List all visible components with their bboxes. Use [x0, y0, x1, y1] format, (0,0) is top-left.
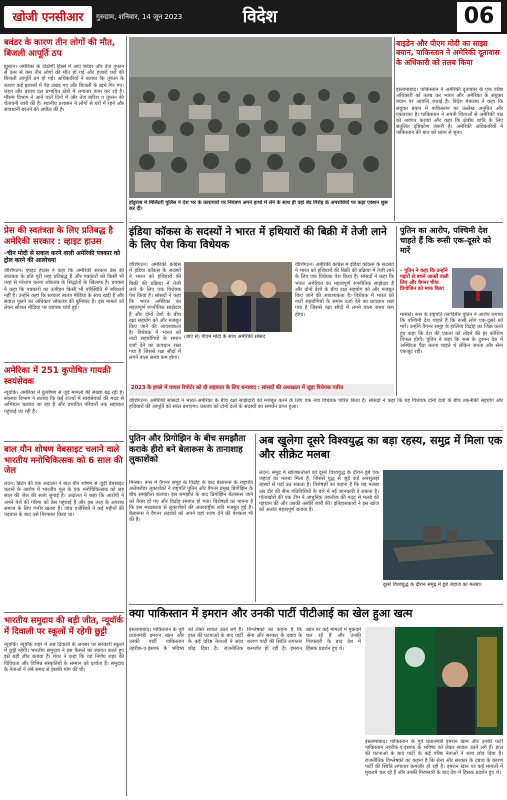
- story3-body: न्यूयॉर्क। अमेरिका में कुपोषण से जुड़े मामलों की संख्या बढ़ रही है। स्वास्थ्य विभाग ने बताया कि कई राज्यों में स्वयंसेवकों की मदद से अभियान चलाया जा रहा है और प्रभावित परिवारों तक सहायता पहुंचाई जा रही है।: [4, 390, 124, 415]
- ww2-body: लंदन। समुद्र में खोजकर्ताओं को दूसरे विश्वयुद्ध के दौरान डूबे एक जहाज का मलबा मिला है, जिससे युद्ध से जुड़े कई अनसुलझे रहस्यों से पर्दा उठ सकता है। विशेषज्ञों का कहना है कि यह मलबा उस दौर की सैन्य गतिविधियों के बारे में नई जानकारी दे सकता है। गोताखोरों की एक टीम ने आधुनिक तकनीक की मदद से मलबे की पहचान की और उसकी तस्वीरें जारी कीं। इतिहासकारों ने इस खोज को अत्यंत महत्वपूर्ण बताया है।: [259, 470, 379, 514]
- story1-body: ह्यूस्टन। अमेरिका के दक्षिणी हिस्से में आए बवंडर और तेज तूफान से कम से कम तीन लोगों की मौत हो गई और हजारों घरों की बिजली आपूर्ति ठप हो गई। अधिकारियों ने बताया कि तूफान के कारण कई इलाकों में पेड़ उखड़ गए और बिजली के खंभे गिर गए। राहत और बचाव दल प्रभावित क्षेत्रों में लगातार काम कर रहे हैं। मौसम विभाग ने आने वाले दिनों में और तेज बारिश व तूफान की चेतावनी जारी की है। स्थानीय प्रशासन ने लोगों से घरों में रहने और सावधानी बरतने की अपील की है।: [4, 64, 124, 114]
- column-rule: [255, 434, 256, 602]
- india-cocks-subhead-body: वॉशिंगटन। अमेरिकी सांसदों ने भारत-अमेरिका के बीच रक्षा साझेदारी को मजबूत करने के लिए एक नया विधेयक पारित किया है। सांसदों ने कहा कि यह विधेयक दोनों देशों के बीच तकनीकी सहयोग और हथियारों की आपूर्ति को सरल बनाएगा। प्रस्ताव को दोनों दलों के सदस्यों का समर्थन प्राप्त हुआ।: [129, 398, 503, 411]
- right-top-story: [396, 37, 503, 221]
- biden-modi-headline: बाइडेन और पीएम मोदी का साझा बयान, पाकिस्तान ने अमेरिकी दूतावास के अधिकारी को तलब किया: [396, 39, 500, 67]
- section-title: विदेश: [242, 7, 278, 27]
- shipwreck-photo: [383, 470, 503, 580]
- story4-body: लंदन। ब्रिटेन की एक अदालत ने बाल यौन शोषण से जुड़ी वेबसाइट चलाने के आरोप में भारतीय मूल के एक मनोचिकित्सक को छह साल की जेल की सजा सुनाई है। अदालत ने कहा कि आरोपी ने अपने पेशे की गरिमा को ठेस पहुंचाई है और इस तरह के अपराध समाज के लिए गंभीर खतरा हैं। जांच एजेंसियों ने कई महीनों की पड़ताल के बाद उसे गिरफ्तार किया था।: [4, 481, 124, 519]
- story5-body: न्यूयॉर्क। न्यूयॉर्क शहर में अब दिवाली के अवसर पर सरकारी स्कूलों में छुट्टी रहेगी। भारतीय समुदाय ने इस फैसले का स्वागत करते हुए इसे बड़ी जीत बताया है। मेयर ने कहा कि यह निर्णय शहर की विविधता और विभिन्न संस्कृतियों के सम्मान को दर्शाता है। समुदाय के नेताओं ने लंबे समय से इसकी मांग की थी।: [4, 642, 124, 673]
- lukashenko-body: मिन्स्क। रूस में वैगनर समूह के विद्रोह के बाद बेलारूस के राष्ट्रपति अलेक्जेंडर लुकाशेंको ने राष्ट्रपति पुतिन और वैगनर प्रमुख प्रिगोझिन के बीच समझौता कराया। इस समझौते के बाद प्रिगोझिन बेलारूस जाने को तैयार हो गए और विद्रोह समाप्त हो गया। विशेषज्ञों का मानना है कि इस मध्यस्थता से लुकाशेंको की अंतरराष्ट्रीय छवि मजबूत हुई है। बेलारूस ने वैगनर लड़ाकों को अपने यहां शरण देने की पेशकश भी की है।: [129, 480, 253, 524]
- putin-body: मास्को। रूस के राष्ट्रपति व्लादिमीर पुतिन ने आरोप लगाया कि पश्चिमी देश चाहते हैं कि रूसी लोग एक-दूसरे को मारें। उन्होंने वैगनर समूह के हालिया विद्रोह का जिक्र करते हुए कहा कि देश की एकता को तोड़ने की हर कोशिश विफल होगी। पुतिन ने कहा कि रूस के दुश्मन देश में अस्थिरता पैदा करना चाहते थे लेकिन जनता और सेना एकजुट रही।: [400, 312, 503, 356]
- divider: [129, 222, 503, 223]
- imran-photo: [365, 627, 503, 735]
- imran-headline: क्या पाकिस्तान में इमरान और उनकी पार्टी पीटीआई का खेल हुआ खत्म: [129, 607, 413, 620]
- politicians-photo-illustration: [184, 262, 292, 332]
- divider: [4, 441, 124, 442]
- story1-headline: बवंडर के कारण तीन लोगों की मौत, बिजली आपूर्ति ठप: [4, 38, 116, 59]
- story3-headline: अमेरिका में 251 कुपोषित गायक्री स्वयंसेवक: [4, 366, 111, 387]
- dateline: गुरुग्राम, शनिवार, 14 जून 2023: [96, 13, 183, 21]
- imran-body-2: इस्लामाबाद। पाकिस्तान के पूर्व प्रधानमंत्री इमरान खान और उनकी पार्टी पाकिस्तान तहरीक-ए-इंसाफ के भविष्य को लेकर सवाल उठने लगे हैं। हाल की घटनाओं के बाद पार्टी के कई वरिष्ठ नेताओं ने साथ छोड़ दिया है। राजनीतिक विश्लेषकों का कहना है कि सेना और सरकार के दबाव के कारण पार्टी की स्थिति लगातार कमजोर हो रही है। इमरान खान पर कई मामलों में मुकदमे चल रहे हैं और उनकी गिरफ्तारी के बाद देश में हिंसक प्रदर्शन हुए थे।: [365, 739, 503, 777]
- shipwreck-illustration: [383, 470, 503, 580]
- story2-headline: प्रेस की स्वतंत्रता के लिए प्रतिबद्ध है अमेरिकी सरकार : व्हाइट हाउस: [4, 226, 113, 247]
- divider: [4, 222, 124, 223]
- prison-photo: [129, 37, 392, 198]
- biden-modi-body: इस्लामाबाद। पाकिस्तान ने अमेरिकी दूतावास के एक वरिष्ठ अधिकारी को तलब कर भारत और अमेरिका के संयुक्त बयान पर आपत्ति जताई है। विदेश मंत्रालय ने कहा कि संयुक्त बयान में पाकिस्तान का उल्लेख अनुचित और एकतरफा है। पाकिस्तान ने अपनी चिंताओं से अमेरिकी पक्ष को अवगत कराया और कहा कि क्षेत्रीय शांति के लिए संतुलित दृष्टिकोण जरूरी है। अमेरिकी अधिकारियों ने पाकिस्तान की बात को ध्यान से सुना।: [396, 87, 503, 137]
- india-cocks-headline: इंडिया कॉकस के सदस्यों ने भारत में हथियारों की बिक्री में तेजी लाने के लिए पेश किया विधेयक: [129, 226, 387, 252]
- masthead: [0, 0, 507, 34]
- shipwreck-photo-caption: दूसरे विश्वयुद्ध के दौरान समुद्र में डूबे जहाज का मलबा।: [383, 582, 482, 588]
- prison-photo-caption: होंडुरास में मिलिटरी पुलिस ने देश भर के कारागारों पर नियंत्रण अपने हाथों में लेने के साथ ही वहां बंद गिरोह के अपराधियों पर कड़ा एक्शन शुरू कर दी।: [129, 200, 388, 212]
- column-rule: [394, 37, 395, 221]
- putin-story: [400, 226, 503, 396]
- prison-photo-illustration: [129, 37, 392, 198]
- imran-story: [129, 607, 503, 797]
- divider: [4, 612, 124, 613]
- story4-headline: बाल यौन शोषण वेबसाइट चलाने वाले भारतीय मनोचिकित्सक को 6 साल की जेल: [4, 445, 123, 477]
- story2-subhead: –चीन मोदी से सवाल करने वाली अमेरिकी पत्रकार को ट्रोल करने की आलोचना: [4, 250, 121, 265]
- divider: [129, 604, 503, 605]
- column-rule: [126, 36, 127, 796]
- lukashenko-story: [129, 434, 253, 602]
- india-cocks-subhead-banner: 2023 के हमले में घायल रिपोर्टर को दी सहायता के लिए धन्यवाद : सांसदों की अध्यक्षता में जुड़ा विधेयक पारित: [131, 385, 344, 391]
- divider: [4, 362, 124, 363]
- ww2-story: [259, 434, 503, 602]
- divider: [129, 430, 503, 431]
- india-cocks-body: वॉशिंगटन। अमेरिकी कांग्रेस में इंडिया कॉकस के सदस्यों ने भारत को हथियारों की बिक्री की प्रक्रिया में तेजी लाने के लिए एक विधेयक पेश किया है। सांसदों ने कहा कि भारत अमेरिका का महत्वपूर्ण रणनीतिक साझेदार है और दोनों देशों के बीच रक्षा सहयोग को और मजबूत किए जाने की आवश्यकता है। विधेयक में भारत को नाटो सहयोगियों के समान दर्जा देने का प्रावधान रखा गया है जिससे रक्षा सौदों में लगने वाला समय कम होगा।: [129, 262, 181, 362]
- india-cocks-body-2: वॉशिंगटन। अमेरिकी कांग्रेस में इंडिया कॉकस के सदस्यों ने भारत को हथियारों की बिक्री की प्रक्रिया में तेजी लाने के लिए एक विधेयक पेश किया है। सांसदों ने कहा कि भारत अमेरिका का महत्वपूर्ण रणनीतिक साझेदार है और दोनों देशों के बीच रक्षा सहयोग को और मजबूत किए जाने की आवश्यकता है। विधेयक में भारत को नाटो सहयोगियों के समान दर्जा देने का प्रावधान रखा गया है जिससे रक्षा सौदों में लगने वाला समय कम होगा।: [295, 262, 394, 318]
- page-number: 06: [457, 2, 501, 32]
- putin-headline: पुतिन का आरोप, पश्चिमी देश चाहते हैं कि रूसी एक-दूसरे को मारें: [400, 226, 492, 255]
- putin-photo: [452, 268, 503, 308]
- newspaper-logo: खोजी एनसीआर: [4, 6, 92, 28]
- ww2-headline: अब खुलेगा दूसरे विश्वयुद्ध का बड़ा रहस्य, समुद्र में मिला एक और सीक्रेट मलबा: [259, 434, 503, 461]
- putin-subhead: – पुतिन ने कहा कि उन्होंने गद्दारों से बचने आत्म्रों वाली लिए और वैगनर चीफ प्रिगोजिन को माफ किया: [400, 268, 449, 292]
- india-cocks-photo: [184, 262, 292, 332]
- lukashenko-headline: पुतिन और प्रिगोझिन के बीच समझौता कराके हीरो बने बेलारूस के तानाशाह लुकाशेंको: [129, 434, 246, 466]
- left-column: [4, 36, 124, 796]
- imran-khan-illustration: [365, 627, 503, 735]
- story2-body: वॉशिंगटन। व्हाइट हाउस ने कहा कि अमेरिकी सरकार प्रेस की स्वतंत्रता के प्रति पूरी तरह प्रतिबद्ध है और पत्रकारों को किसी भी तरह से परेशान करना लोकतंत्र के सिद्धांतों के खिलाफ है। प्रवक्ता ने कहा कि पत्रकारों का उत्पीड़न किसी भी परिस्थिति में स्वीकार्य नहीं है। उन्होंने कहा कि सरकार स्वतंत्र मीडिया के साथ खड़ी है और सवाल पूछने का अधिकार लोकतंत्र की बुनियाद है। इस मामले को लेकर सोशल मीडिया पर व्यापक चर्चा हुई।: [4, 268, 124, 312]
- india-cocks-photo-caption: (बाएं से) पीएम मोदी के साथ अमेरिकी सांसद: [184, 334, 266, 340]
- story5-headline: भारतीय समुदाय की बड़ी जीत, न्यूयॉर्क में दिवाली पर स्कूलों में रहेगी छुट्टी: [4, 616, 123, 637]
- putin-portrait-illustration: [452, 268, 503, 308]
- imran-body: इस्लामाबाद। पाकिस्तान के पूर्व प्रधानमंत्री इमरान खान और उनकी पार्टी पाकिस्तान तहरीक-ए-इंसाफ के भविष्य को लेकर सवाल उठने लगे हैं। हाल की घटनाओं के बाद पार्टी के कई वरिष्ठ नेताओं ने साथ छोड़ दिया है। राजनीतिक विश्लेषकों का कहना है कि सेना और सरकार के दबाव के कारण पार्टी की स्थिति लगातार कमजोर हो रही है। इमरान खान पर कई मामलों में मुकदमे चल रहे हैं और उनकी गिरफ्तारी के बाद देश में हिंसक प्रदर्शन हुए थे।: [129, 627, 361, 652]
- column-rule: [396, 226, 397, 396]
